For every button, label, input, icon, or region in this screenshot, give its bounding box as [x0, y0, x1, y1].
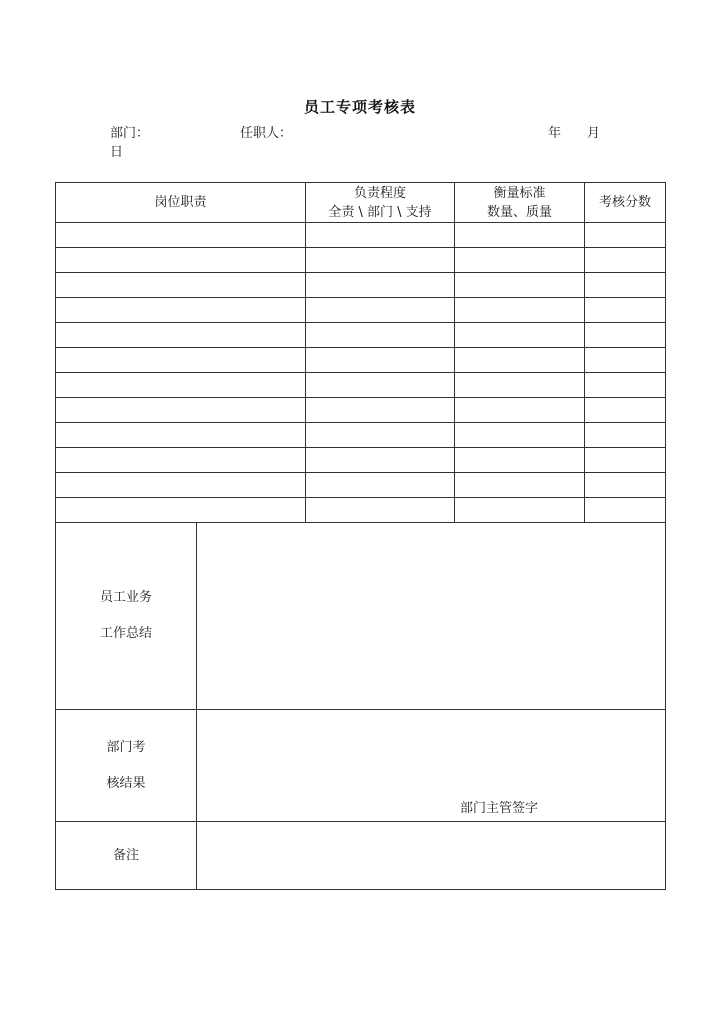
- table-row: [56, 473, 666, 498]
- notes-content[interactable]: [197, 822, 666, 890]
- score-cell[interactable]: [585, 323, 666, 348]
- work-summary-label: 员工业务 工作总结: [56, 523, 197, 710]
- responsibility-cell[interactable]: [306, 498, 455, 523]
- responsibility-cell[interactable]: [306, 473, 455, 498]
- standard-cell[interactable]: [455, 223, 585, 248]
- standard-cell[interactable]: [455, 473, 585, 498]
- duty-cell[interactable]: [56, 423, 306, 448]
- standard-cell[interactable]: [455, 273, 585, 298]
- notes-label: 备注: [56, 822, 197, 890]
- standard-cell[interactable]: [455, 348, 585, 373]
- duty-cell[interactable]: [56, 298, 306, 323]
- standard-cell[interactable]: [455, 373, 585, 398]
- responsibility-cell[interactable]: [306, 373, 455, 398]
- form-title: 员工专项考核表: [303, 98, 416, 116]
- standard-cell[interactable]: [455, 448, 585, 473]
- standard-cell[interactable]: [455, 423, 585, 448]
- table-row: [56, 298, 666, 323]
- responsibility-cell[interactable]: [306, 223, 455, 248]
- table-row: [56, 348, 666, 373]
- table-row: [56, 323, 666, 348]
- standard-cell[interactable]: [455, 498, 585, 523]
- dept-result-content[interactable]: [197, 710, 666, 822]
- score-cell[interactable]: [585, 498, 666, 523]
- responsibility-cell[interactable]: [306, 423, 455, 448]
- responsibility-cell[interactable]: [306, 323, 455, 348]
- score-cell[interactable]: [585, 298, 666, 323]
- dept-result-label: 部门考 核结果: [56, 710, 197, 822]
- notes-row: [56, 822, 666, 890]
- duty-cell[interactable]: [56, 248, 306, 273]
- table-row: [56, 223, 666, 248]
- responsibility-cell[interactable]: [306, 348, 455, 373]
- score-cell[interactable]: [585, 448, 666, 473]
- duty-cell[interactable]: [56, 348, 306, 373]
- work-summary-row: [56, 523, 666, 710]
- responsibility-cell[interactable]: [306, 248, 455, 273]
- responsibility-cell[interactable]: [306, 398, 455, 423]
- score-cell[interactable]: [585, 423, 666, 448]
- duty-cell[interactable]: [56, 373, 306, 398]
- department-label: 部门：: [110, 126, 150, 141]
- header-standard: 衡量标准 数量、质量: [455, 183, 585, 223]
- standard-cell[interactable]: [455, 298, 585, 323]
- duty-cell[interactable]: [56, 398, 306, 423]
- duty-cell[interactable]: [56, 223, 306, 248]
- year-label: 年: [548, 126, 562, 141]
- table-row: [56, 423, 666, 448]
- table-row: [56, 273, 666, 298]
- table-row: [56, 498, 666, 523]
- header-responsibility: 负责程度 全责 \ 部门 \ 支持: [306, 183, 455, 223]
- supervisor-signature-label: 部门主管签字: [460, 801, 539, 816]
- score-cell[interactable]: [585, 273, 666, 298]
- standard-cell[interactable]: [455, 398, 585, 423]
- day-label: 日: [110, 145, 124, 160]
- score-cell[interactable]: [585, 248, 666, 273]
- standard-cell[interactable]: [455, 248, 585, 273]
- table-row: [56, 448, 666, 473]
- table-header-row: [56, 183, 666, 223]
- header-score: 考核分数: [585, 183, 666, 223]
- score-cell[interactable]: [585, 398, 666, 423]
- work-summary-content[interactable]: [197, 523, 666, 710]
- table-row: [56, 373, 666, 398]
- assessment-table: [55, 182, 666, 890]
- responsibility-cell[interactable]: [306, 448, 455, 473]
- score-cell[interactable]: [585, 223, 666, 248]
- duty-cell[interactable]: [56, 498, 306, 523]
- table-row: [56, 398, 666, 423]
- standard-cell[interactable]: [455, 323, 585, 348]
- responsibility-cell[interactable]: [306, 273, 455, 298]
- score-cell[interactable]: [585, 373, 666, 398]
- header-duties: 岗位职责: [56, 183, 306, 223]
- dept-result-row: [56, 710, 666, 822]
- incumbent-label: 任职人：: [240, 126, 293, 141]
- month-label: 月: [587, 126, 601, 141]
- score-cell[interactable]: [585, 348, 666, 373]
- duty-cell[interactable]: [56, 273, 306, 298]
- score-cell[interactable]: [585, 473, 666, 498]
- table-row: [56, 248, 666, 273]
- duty-cell[interactable]: [56, 448, 306, 473]
- duty-cell[interactable]: [56, 323, 306, 348]
- responsibility-cell[interactable]: [306, 298, 455, 323]
- duty-cell[interactable]: [56, 473, 306, 498]
